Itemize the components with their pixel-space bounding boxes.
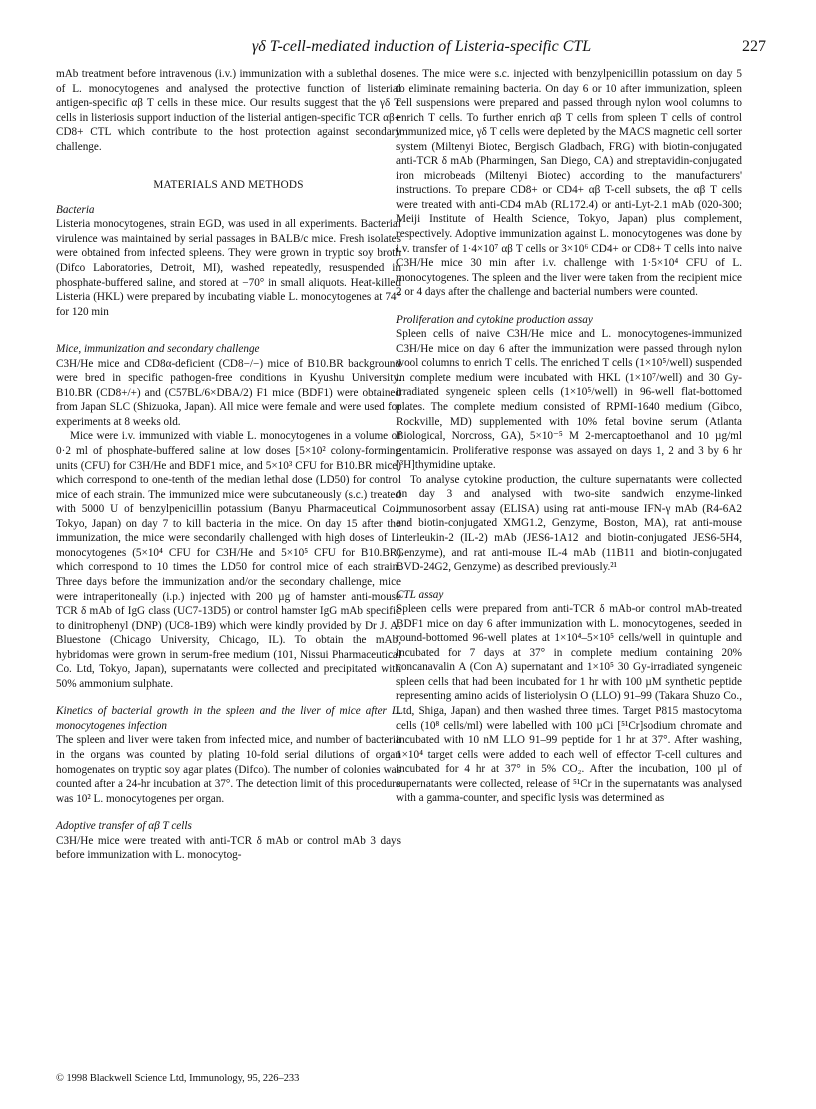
kinetics-paragraph: The spleen and liver were taken from infected mice, and number of bacteria in the organs was counted by plating 10-fold serial dilutions of organ homogenates on tryptic soy agar plates (Difco). The number of colonies was counted after a 24-hr incubation at 37°. The detection limit of this procedure was 10² L. monocytogenes per organ. [56, 734, 401, 805]
left-column [56, 67, 401, 863]
mice-paragraph-2: Mice were i.v. immunized with viable L. monocytogenes in a volume of 0·2 ml of phosphate-buffered saline at low doses [5×10² colony-forming units (CFU) for C3H/He and BDF1 mice, and 5×10³ CFU for B10.BR mice) which correspond to one-tenth of the median lethal dose (LD50) for control mice of each strain. The immunized mice were subcutaneously (s.c.) treated with 5000 U of benzylpenicillin potassium (Banyu Pharmaceutical Co., Tokyo, Japan) on day 7 to kill bacteria in the mice. On day 15 after the immunization, the mice were secondarily challenged with high doses of L. monocytogenes (5×10⁴ CFU for C3H/He and 5×10⁵ CFU for B10.BR) which correspond to 10 times the LD50 for control mice of each strain. Three days before the immunization and/or the secondary challenge, mice were intraperitoneally (i.p.) injected with 200 µg of hamster anti-mouse TCR δ mAb of IgG class (UC7-13D5) or control hamster IgG mAb specific to dinitrophenyl (DNP) (UC8-1B9) which were kindly provided by Dr J. A. Bluestone (Chicago University, Chicago, IL). To obtain the mAb, hybridomas were grown in serum-free medium (101, Nissui Pharmaceutical Co. Ltd, Tokyo, Japan), supernatants were collected and precipitated with 50% ammonium sulphate. [56, 430, 401, 690]
copyright-footer: © 1998 Blackwell Science Ltd, Immunology, 95, 226–233 [56, 1073, 300, 1084]
intro-paragraph: mAb treatment before intravenous (i.v.) immunization with a sublethal dose of L. monocytogenes and analysed the protective function of listerial antigen-specific αβ T cells in these mice. Our results suggest that the γδ T cells in listeriosis support induction of the listerial antigen-specific TCR αβ+ CD8+ CTL which contribute to the host protection against secondary challenge. [56, 68, 401, 153]
subheading-mice: Mice, immunization and secondary challenge [56, 343, 260, 356]
adoptive-paragraph: C3H/He mice were treated with anti-TCR δ mAb or control mAb 3 days before immunization with L. monocytog- [56, 834, 401, 862]
running-head [0, 38, 816, 62]
adoptive-continuation-paragraph: enes. The mice were s.c. injected with benzylpenicillin potassium on day 5 to eliminate remaining bacteria. On day 6 or 10 after immunization, spleen cell suspensions were prepared and passed through nylon wool columns to enrich T cells. To further enrich αβ T cells from spleen T cells of control immunized mice, γδ T cells were depleted by the MACS magnetic cell sorter system (Miltenyi Biotec, Bergisch Gladbach, FRG) with biotin-conjugated anti-TCR δ mAb (Pharmingen, San Diego, CA) and streptavidin-conjugated iron microbeads (Miltenyi Biotec) according to the manufacturers' instructions. To prepare CD8+ or CD4+ αβ T-cell subsets, the αβ T cells were treated with anti-CD4 mAb (RL172.4) or anti-Lyt-2.1 mAb (020-300; Meiji Institute of Health Science, Tokyo, Japan) plus complement, respectively. Adoptive immunization against L. monocytogenes was done by i.v. transfer of 1·4×10⁷ αβ T cells or 3×10⁶ CD4+ or CD8+ T cells into naive C3H/He mice 30 min after i.v. challenge with 1·5×10⁴ CFU of L. monocytogenes. The spleen and the liver were taken from the recipient mice 2 or 4 days after the challenge and bacterial numbers were counted. [396, 68, 742, 299]
bacteria-paragraph: Listeria monocytogenes, strain EGD, was used in all experiments. Bacterial virulence was maintained by serial passages in BALB/c mice. Fresh isolates were obtained from infected spleens. They were grown in tryptic soy broth (Difco Laboratories, Detroit, MI), washed repeatedly, resuspended in phosphate-buffered saline, and stored at −70° in small aliquots. Heat-killed Listeria (HKL) were prepared by incubating viable L. monocytogenes at 74° for 120 min [56, 218, 401, 318]
proliferation-paragraph-2: To analyse cytokine production, the culture supernatants were collected on day 3 and analysed with two-site sandwich enzyme-linked immunosorbent assay (ELISA) using rat anti-mouse IFN-γ mAb (R4-6A2 and biotin-conjugated XMG1.2, Genzyme, Boston, MA), rat anti-mouse interleukin-2 (IL-2) mAb (JES6-1A12 and biotin-conjugated JES6-5H4, Genzyme), and rat anti-mouse IL-4 mAb (11B11 and biotin-conjugated BVD-24G2, Genzyme) as described previously.²¹ [396, 473, 742, 574]
subheading-proliferation: Proliferation and cytokine production assay [396, 313, 593, 326]
running-head-title: γδ T-cell-mediated induction of Listeria-specific CTL [252, 38, 592, 55]
subheading-bacteria: Bacteria [56, 203, 95, 216]
right-column [396, 67, 742, 806]
subheading-adoptive-transfer: Adoptive transfer of αβ T cells [56, 820, 192, 833]
proliferation-paragraph-1: Spleen cells of naive C3H/He mice and L. monocytogenes-immunized C3H/He mice on day 6 after the immunization were passed through nylon wool columns to enrich T cells. The enriched T cells (1×10⁵/well) suspended in complete medium were incubated with HKL (1×10⁷/well) and 30 Gy-irradiated syngeneic spleen cells (1×10⁵/well) in 96-well flat-bottomed plates. The complete medium consisted of RPMI-1640 medium (Gibco, Rockville, MD) supplemented with 10% fetal bovine serum (Atlanta Biological, Norcross, GA), 5×10⁻⁵ M 2-mercaptoethanol and 10 µg/ml gentamicin. Proliferative response was assayed on days 1, 2 and 3 by 6 hr [³H]thymidine uptake. [396, 328, 742, 472]
mice-paragraph-1: C3H/He mice and CD8α-deficient (CD8−/−) mice of B10.BR background were bred in specific pathogen-free conditions in Kyushu University. B10.BR (CD8+/+) and (C57BL/6×DBA/2) F1 mice (BDF1) were obtained from Japan SLC (Shizuoka, Japan). All mice were female and were used for experiments at 8 weeks old. [56, 357, 401, 428]
section-title-materials-methods: MATERIALS AND METHODS [153, 179, 304, 192]
subheading-kinetics: Kinetics of bacterial growth in the spleen and the liver of mice after L. monocytogenes infection [56, 705, 401, 732]
ctl-paragraph: Spleen cells were prepared from anti-TCR δ mAb-or control mAb-treated BDF1 mice on day 6 after immunization with L. monocytogenes, seeded in round-bottomed 96-well plates at 1×10⁴–5×10⁵ cells/well in quintuple and incubated for 7 days at 37° in complete medium containing 20% concanavalin A (Con A) supernatant and 1×10⁵ 30 Gy-irradiated syngeneic spleen cells that had been incubated for 1 hr with 100 µM synthetic peptide representing amino acids of listeriolysin O (LLO) 91–99 (Takara Shuzo Co., Ltd, Shiga, Japan) and then washed three times. Target P815 mastocytoma cells (10⁸ cells/ml) were labelled with 100 µCi [⁵¹Cr]sodium chromate and incubated with 10 nM LLO 91–99 peptide for 1 hr at 37°. After washing, 1×10⁴ target cells were added to each well of effector T-cell cultures and incubated for 4 hr at 37° in 5% CO₂. After the incubation, 100 µl of supernatants were collected, release of ⁵¹Cr in the supernatants was analysed with a gamma-counter, and specific lysis was determined as [396, 603, 742, 805]
subheading-ctl-assay: CTL assay [396, 588, 444, 601]
page-number: 227 [742, 38, 766, 55]
